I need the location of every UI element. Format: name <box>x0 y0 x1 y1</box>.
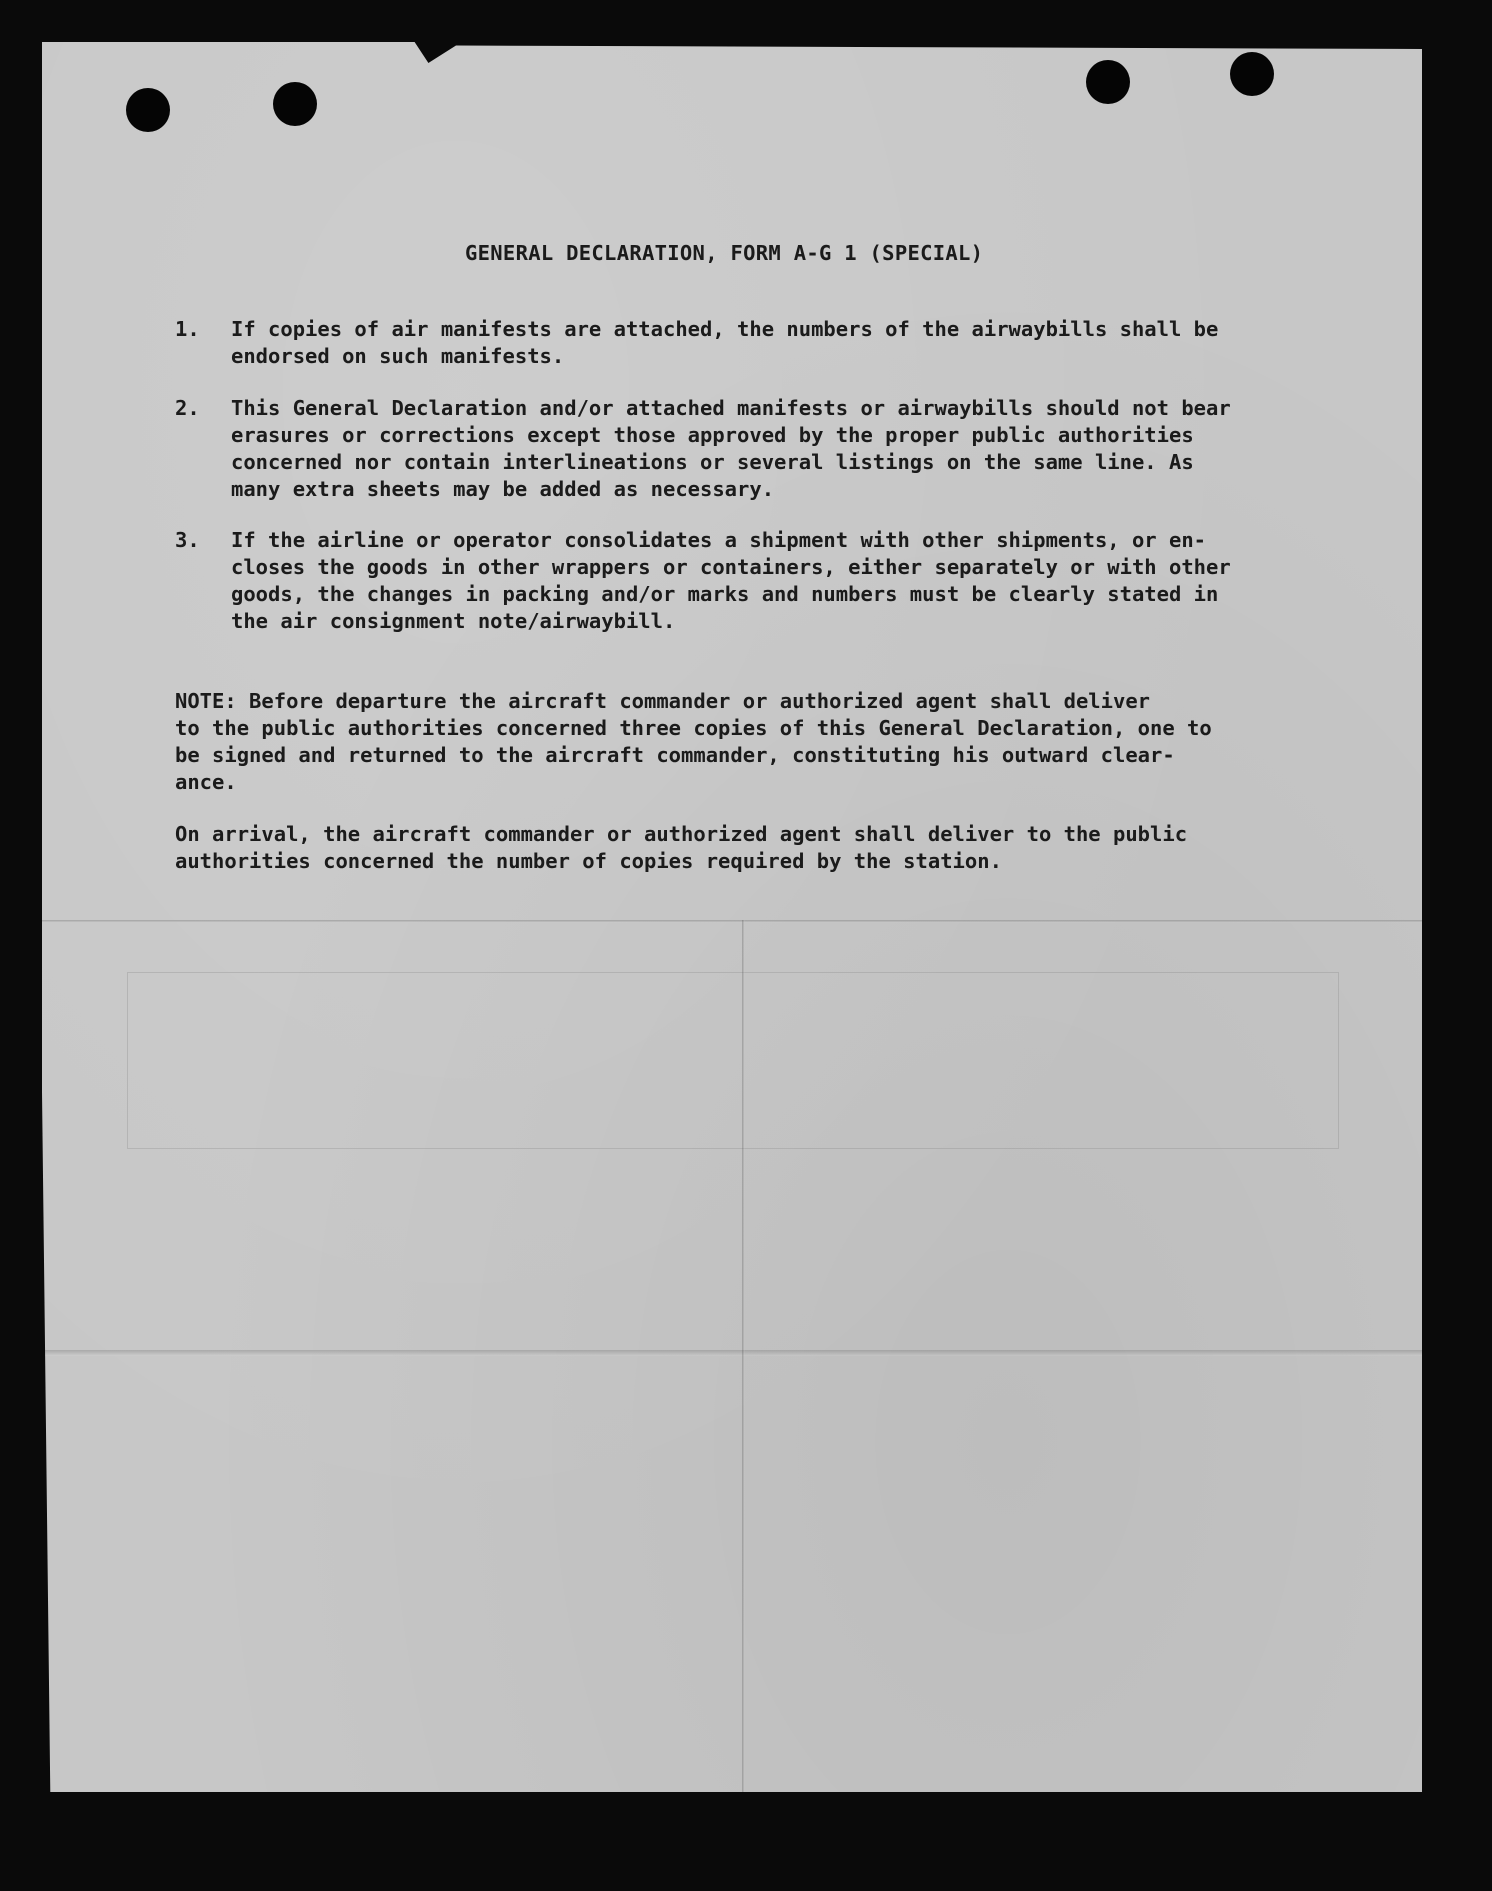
paper-sheet <box>42 42 1422 1792</box>
fold-line-horizontal <box>42 920 1422 923</box>
instruction-item-1 <box>175 316 1315 370</box>
punch-hole-3 <box>1086 60 1130 104</box>
note-paragraph: NOTE: Before departure the aircraft commander or authorized agent shall deliver to the public authorities concerned three copies of this General Declaration, one to be signed and returned to the aircraft commander, constituting his outward clear- ance. <box>175 689 1212 794</box>
item-text: This General Declaration and/or attached manifests or airwaybills should not bear erasures or corrections except those approved by the proper public authorities concerned nor contain interlineations or several listings on the same line. As many extra sheets may be added as necessary. <box>231 396 1231 501</box>
item-number: 1. <box>175 317 200 341</box>
item-text: If copies of air manifests are attached, the numbers of the airwaybills shall be endorsed on such manifests. <box>231 317 1219 368</box>
fold-line-horizontal-lower <box>42 1350 1422 1356</box>
bleed-through-box <box>127 972 1339 1149</box>
document-title: GENERAL DECLARATION, FORM A-G 1 (SPECIAL) <box>465 241 984 265</box>
instruction-item-2 <box>175 395 1315 503</box>
instruction-item-3 <box>175 527 1315 635</box>
punch-hole-2 <box>273 82 317 126</box>
item-number: 3. <box>175 528 200 552</box>
punch-hole-1 <box>126 88 170 132</box>
item-text: If the airline or operator consolidates a shipment with other shipments, or en- closes the goods in other wrappers or containers, either separately or with other goods, the changes in packing and/or marks and numbers must be clearly stated in the air consignment note/airwaybill. <box>231 528 1231 633</box>
item-number: 2. <box>175 396 200 420</box>
arrival-paragraph: On arrival, the aircraft commander or authorized agent shall deliver to the public authorities concerned the number of copies required by the station. <box>175 822 1188 873</box>
fold-line-vertical <box>742 920 745 1792</box>
punch-hole-4 <box>1230 52 1274 96</box>
